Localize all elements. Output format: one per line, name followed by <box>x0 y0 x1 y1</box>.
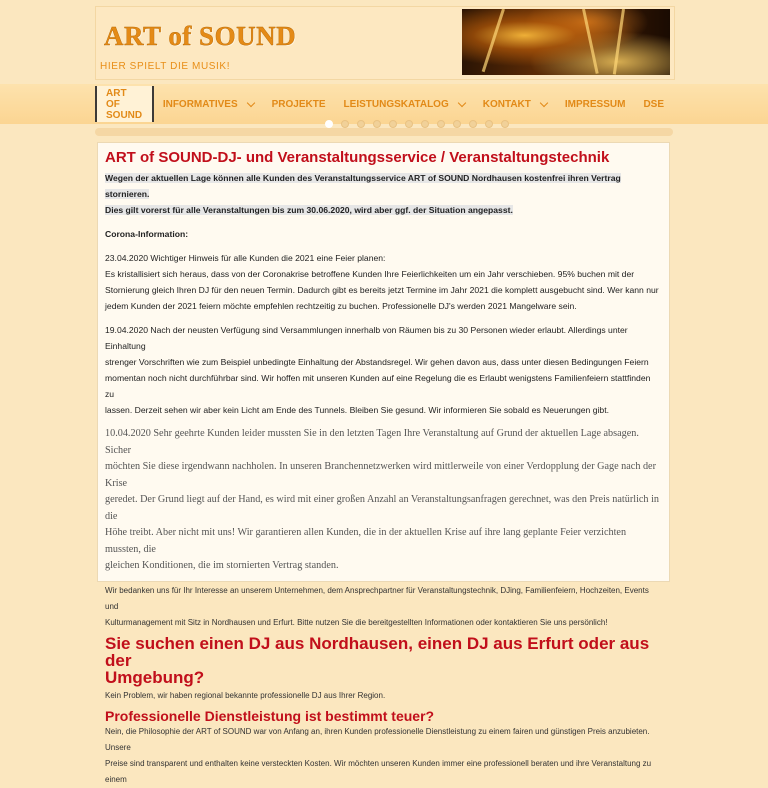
paragraph-line: Kulturmanagement mit Sitz in Nordhausen und Erfurt. Bitte nutzen Sie die bereitgestellten Informationen oder kontaktieren Sie uns persönlich! <box>105 617 608 627</box>
nav-item-dse[interactable] <box>634 84 673 124</box>
nav-item-art-of-sound[interactable] <box>95 86 154 122</box>
paragraph-line: strenger Vorschriften wie zum Beispiel unbedingte Einhaltung der Abstandsregel. Wir gehen davon aus, dass unter diesen Bedingungen Feiern <box>105 357 649 367</box>
paragraph-line: jedem Kunden der 2021 feiern möchte empfehlen rechtzeitig zu buchen. Professionelle DJ's werden 2021 Mangelware sein. <box>105 301 577 311</box>
corona-label: Corona-Information: <box>105 229 189 239</box>
nav-label: DSE <box>643 98 664 110</box>
paragraph-line: möchten Sie diese irgendwann nachholen. In unseren Branchennetzwerken wird mittlerweile von einer Verdopplung der Gage nach der Krise <box>105 461 656 489</box>
slider-dot[interactable] <box>325 120 333 128</box>
paragraph-line: Nein, die Philosophie der ART of SOUND war von Anfang an, ihren Kunden professionelle Dienstleistung zu einem fairen und günstigen Preis anzubieten. Unsere <box>105 726 650 752</box>
paragraph-line: Stornierung gleich Ihren DJ für den neuen Termin. Dadurch gibt es bereits jetzt Termine im Jahr 2021 die komplett ausgebucht sind. Wer kann nur <box>105 285 659 295</box>
chevron-down-icon <box>540 98 548 106</box>
site-tagline: HIER SPIELT DIE MUSIK! <box>100 61 231 72</box>
paragraph-line: Es kristallisiert sich heraus, dass von der Coronakrise betroffene Kunden Ihre Feierlichkeiten um ein Jahr verschieben. 95% buchen mit der <box>105 269 635 279</box>
slider-dot[interactable] <box>485 120 493 128</box>
paragraph-line: momentan noch nicht durchführbar sind. Wir hoffen mit unseren Kunden auf eine Regelung die es Erlaubt wenigstens Familienfeiern stattfinden zu <box>105 373 651 399</box>
section-heading: Sie suchen einen DJ aus Nordhausen, einen DJ aus Erfurt oder aus der Umgebung? <box>105 633 650 687</box>
nav-label: KONTAKT <box>482 98 531 110</box>
paragraph-line: 19.04.2020 Nach der neusten Verfügung sind Versammlungen innerhalb von Räumen bis zu 30 Personen wieder erlaubt. Allerdings unter Einhaltung <box>105 325 628 351</box>
nav-label: IMPRESSUM <box>564 98 626 110</box>
notice-line: Dies gilt vorerst für alle Veranstaltungen bis zum 30.06.2020, wird aber ggf. der Situation angepasst. <box>105 205 513 215</box>
slider-dot[interactable] <box>421 120 429 128</box>
slider-dot[interactable] <box>501 120 509 128</box>
notice-line: Wegen der aktuellen Lage können alle Kunden des Veranstaltungsservice ART of SOUND Nordhausen kostenfrei ihren Vertrag stornieren. <box>105 173 621 199</box>
slider-dots <box>325 120 509 128</box>
paragraph-line: Wir bedanken uns für Ihr Interesse an unserem Unternehmen, dem Ansprechpartner für Veranstaltungstechnik, DJing, Familienfeiern, Hochzeiten, Events und <box>105 585 649 611</box>
nav-item-projekte[interactable] <box>263 84 335 124</box>
slider-dot[interactable] <box>373 120 381 128</box>
slider-dot[interactable] <box>389 120 397 128</box>
page-title: ART of SOUND-DJ- und Veranstaltungsservice / Veranstaltungstechnik <box>105 149 610 166</box>
nav-label: ART OF SOUND <box>106 87 143 121</box>
nav-item-kontakt[interactable] <box>474 84 556 124</box>
nav-item-impressum[interactable] <box>556 84 635 124</box>
paragraph-line: geredet. Der Grund liegt auf der Hand, es wird mit einer großen Anzahl an Veranstaltungsanfragen gerechnet, was den Preis natürlich in die <box>105 494 659 522</box>
chevron-down-icon <box>246 98 254 106</box>
header-stage-image <box>462 9 670 75</box>
nav-item-informatives[interactable] <box>154 84 263 124</box>
paragraph-line: Preise sind transparent und enthalten keine versteckten Kosten. Wir möchten unseren Kunden immer eine professionell beraten und ihre Veranstaltung zu einem <box>105 758 652 784</box>
paragraph-line: Höhe treibt. Aber nicht mit uns! Wir garantieren allen Kunden, die in der aktuellen Krise auf ihre lang geplante Feier verzichten mussten, die <box>105 527 627 555</box>
paragraph-line: 10.04.2020 Sehr geehrte Kunden leider mussten Sie in den letzten Tagen Ihre Veranstaltung auf Grund der aktuellen Lage absagen. Sicher <box>105 428 639 456</box>
site-header <box>95 6 675 80</box>
slider-track <box>95 128 673 136</box>
site-title[interactable]: ART of SOUND <box>104 21 297 51</box>
paragraph-line: 23.04.2020 Wichtiger Hinweis für alle Kunden die 2021 eine Feier planen: <box>105 253 386 263</box>
paragraph-line: lassen. Derzeit sehen wir aber kein Licht am Ende des Tunnels. Bleiben Sie gesund. Wir informieren Sie sobald es Neuerungen gibt. <box>105 405 609 415</box>
slider-dot[interactable] <box>469 120 477 128</box>
nav-label: PROJEKTE <box>271 98 326 110</box>
main-content <box>97 142 670 784</box>
nav-label: INFORMATIVES <box>162 98 238 110</box>
chevron-down-icon <box>457 98 465 106</box>
slider-dot[interactable] <box>453 120 461 128</box>
slider-dot[interactable] <box>357 120 365 128</box>
slider-dot[interactable] <box>341 120 349 128</box>
slider-dot[interactable] <box>405 120 413 128</box>
paragraph-line: Kein Problem, wir haben regional bekannte professionelle DJ aus Ihrer Region. <box>105 690 386 700</box>
nav-label: LEISTUNGSKATALOG <box>343 98 449 110</box>
section-heading: Professionelle Dienstleistung ist bestimmt teuer? <box>105 707 435 724</box>
nav-item-leistungskatalog[interactable] <box>335 84 474 124</box>
paragraph-line: gleichen Konditionen, die im stornierten Vertrag standen. <box>105 560 339 571</box>
slider-dot[interactable] <box>437 120 445 128</box>
main-nav <box>95 84 673 124</box>
